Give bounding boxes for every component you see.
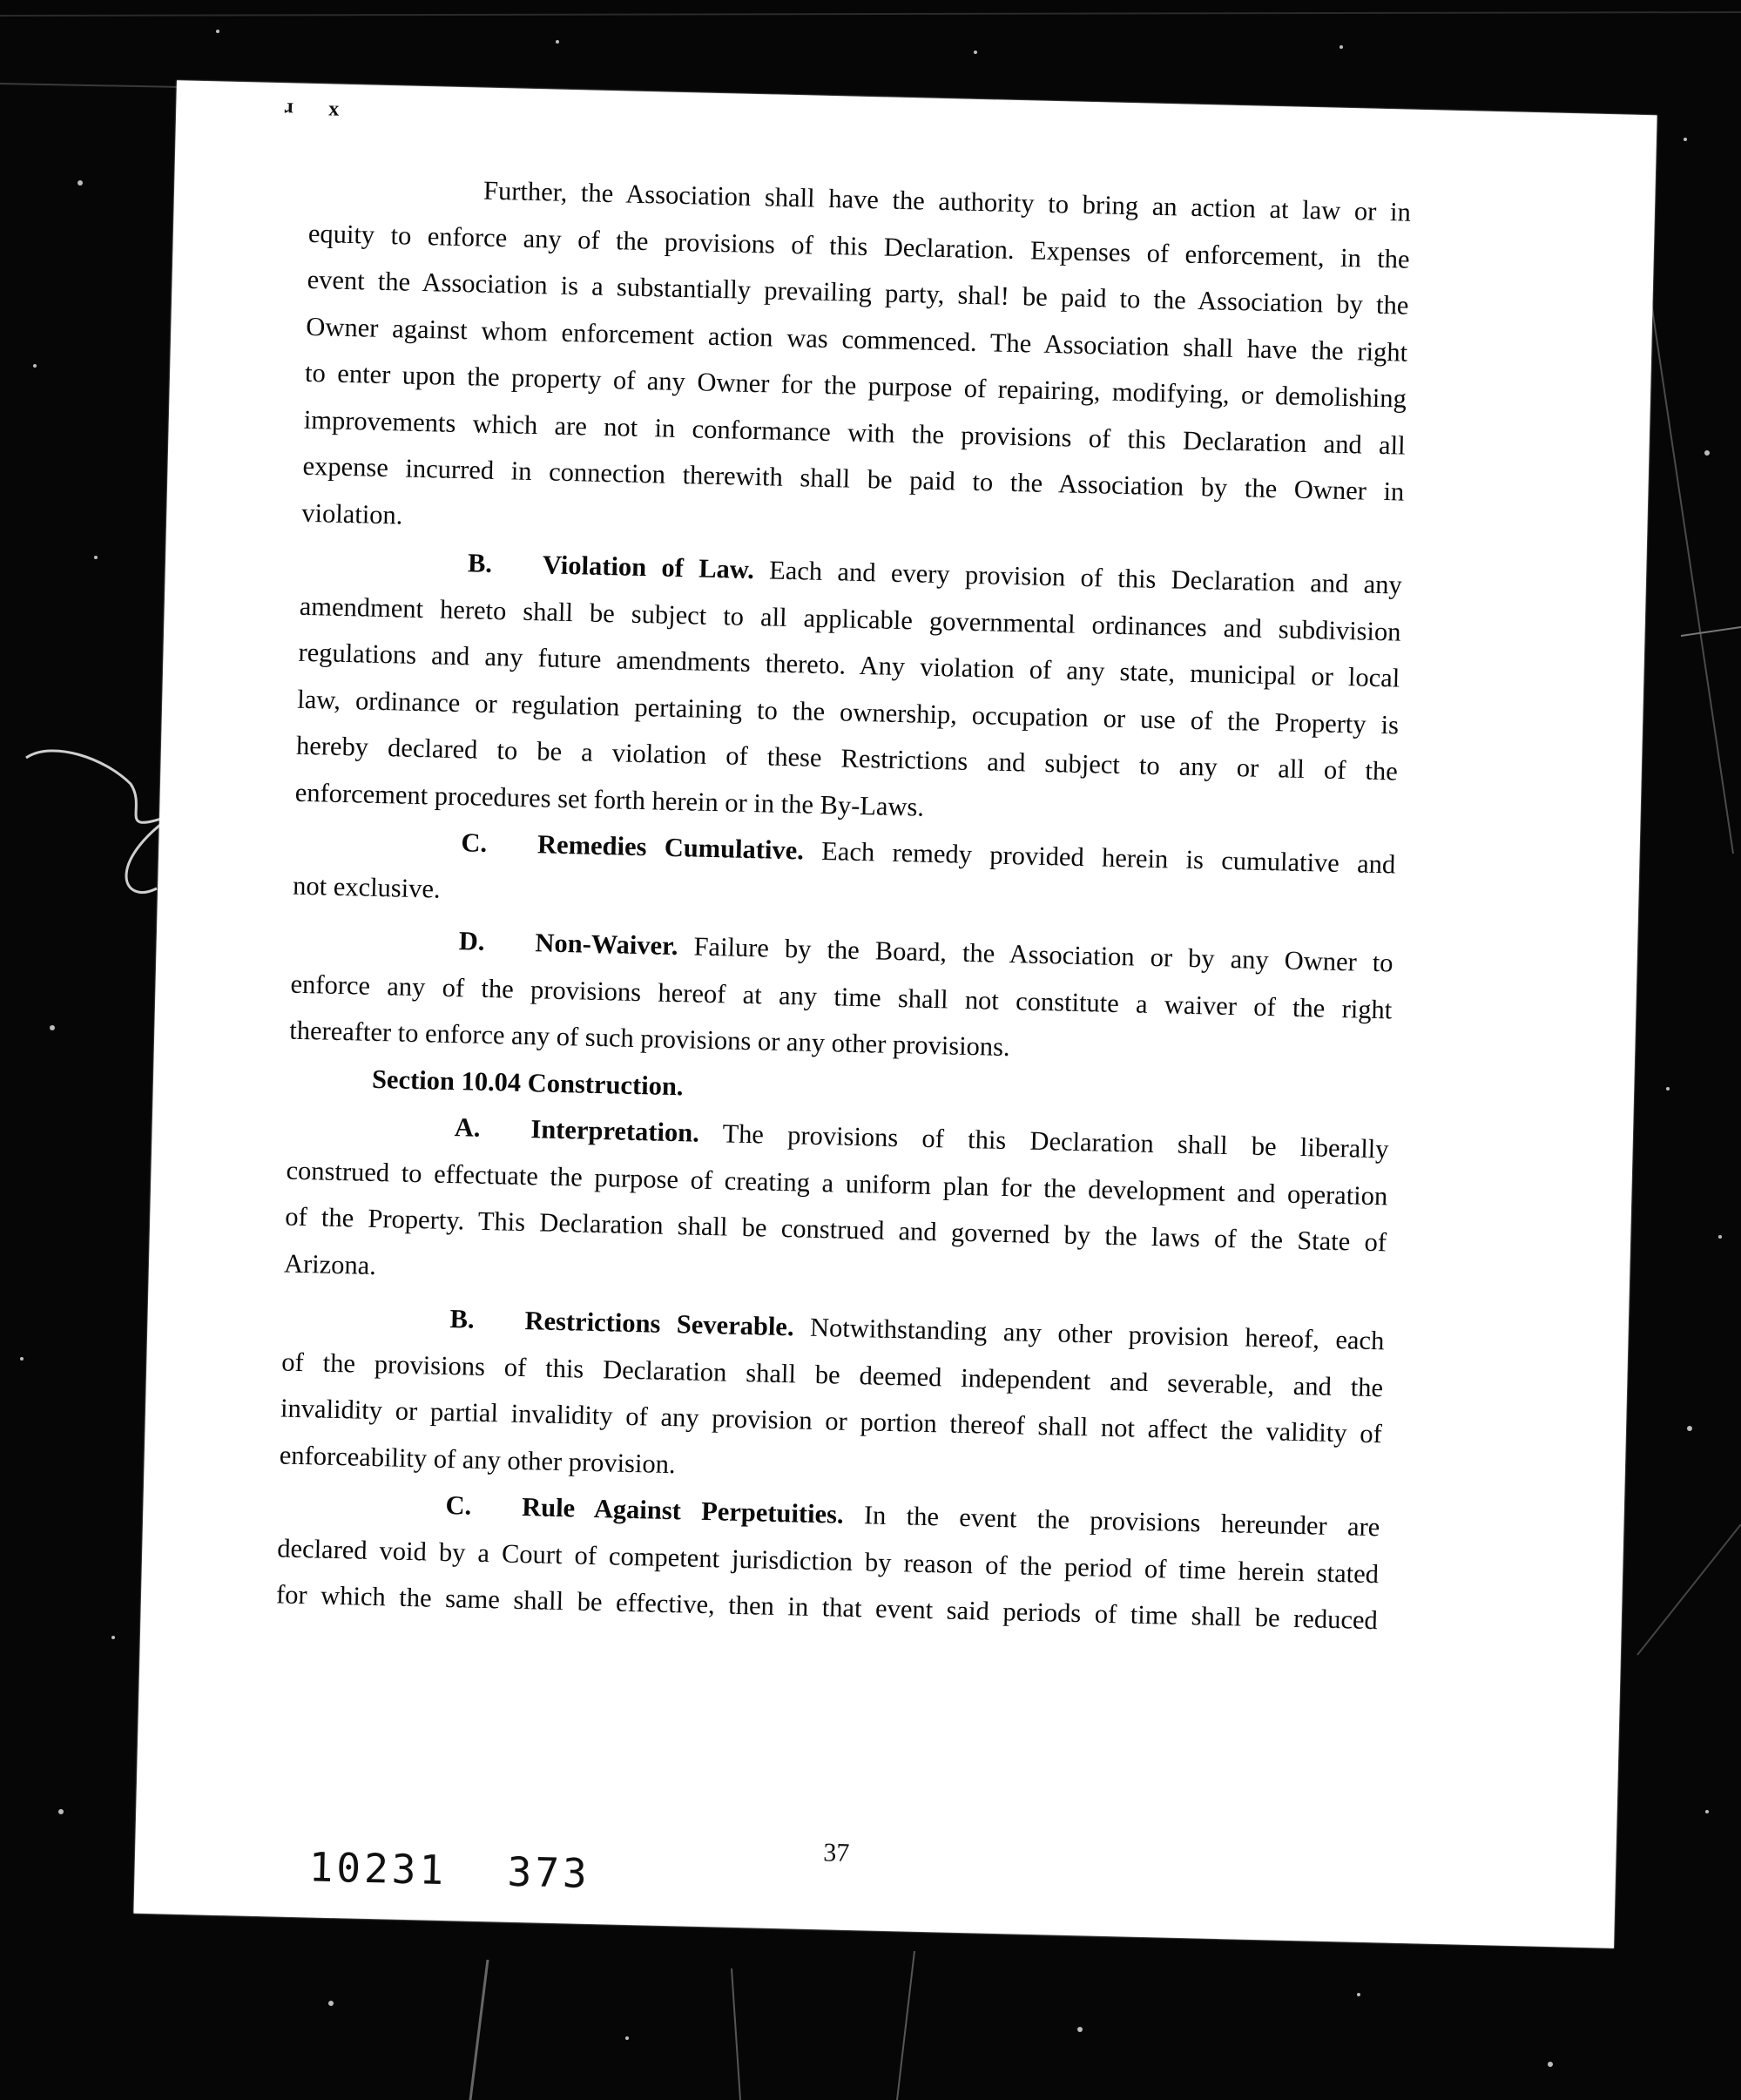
item-d-nonwaiver-line-3: thereafter to enforce any of such provisions or any other provisions.	[288, 1015, 1011, 1063]
paragraph-1-line-3: event the Association is a substantially prevailing party, shal! be paid to the Association by the	[307, 264, 1409, 321]
item-letter: D.	[458, 926, 485, 956]
paragraph-1-line-1: Further, the Association shall have the authority to bring an action at law or in	[482, 175, 1412, 227]
item-heading: Violation of Law.	[542, 550, 755, 585]
item-first-text: Failure by the Board, the Association or by any Owner to	[693, 931, 1393, 978]
paragraph-1-line-7: expense incurred in connection therewith shall be paid to the Association by the Owner in	[302, 450, 1405, 507]
item-c-perpetuities-line-2: declared void by a Court of competent jurisdiction by reason of the period of time herein stated	[276, 1532, 1380, 1589]
item-letter: A.	[454, 1112, 481, 1143]
page-number: 37	[822, 1838, 850, 1868]
item-first-text: Each and every provision of this Declaration and any	[768, 555, 1403, 600]
paragraph-1-line-6: improvements which are not in conformance with the provisions of this Declaration and all	[303, 404, 1406, 461]
item-first-text: Notwithstanding any other provision hereof, each	[809, 1312, 1385, 1356]
item-first-text: In the event the provisions hereunder are	[863, 1500, 1380, 1543]
paragraph-1-line-8: violation.	[300, 497, 403, 530]
item-b-violation-line-6: enforcement procedures set forth herein or in the By-Laws.	[294, 777, 925, 822]
recording-stamp-book: 10231	[308, 1843, 448, 1894]
item-b-violation-line-4: law, ordinance or regulation pertaining to the ownership, occupation or use of the Property is	[296, 684, 1400, 740]
paragraph-1-line-2: equity to enforce any of the provisions of this Declaration. Expenses of enforcement, in the	[307, 218, 1410, 274]
corner-mark-right: x	[327, 98, 340, 121]
paragraph-1-line-4: Owner against whom enforcement action was commenced. The Association shall have the right	[306, 311, 1408, 368]
item-heading: Non-Waiver.	[535, 928, 678, 962]
item-letter: B.	[467, 548, 493, 578]
item-a-interpretation-line-4: Arizona.	[283, 1248, 377, 1280]
item-a-interpretation-line-2: construed to effectuate the purpose of creating a uniform plan for the development and operation	[286, 1155, 1388, 1211]
item-first-text: The provisions of this Declaration shall be liberally	[722, 1118, 1389, 1165]
item-letter: C.	[461, 827, 488, 858]
item-c-remedies-line-2: not exclusive.	[292, 870, 442, 904]
item-heading: Restrictions Severable.	[524, 1306, 794, 1342]
item-b-violation-line-2: amendment hereto shall be subject to all applicable governmental ordinances and subdivision	[299, 591, 1401, 647]
item-a-interpretation-line-3: of the Property. This Declaration shall be construed and governed by the laws of the State of	[284, 1201, 1387, 1258]
item-b-severable-line-4: enforceability of any other provision.	[279, 1439, 676, 1479]
item-d-nonwaiver-line-2: enforce any of the provisions hereof at any time shall not constitute a waiver of the right	[290, 969, 1393, 1024]
item-heading: Remedies Cumulative.	[536, 829, 805, 866]
item-b-violation-line-3: regulations and any future amendments thereto. Any violation of any state, municipal or local	[298, 637, 1400, 693]
recording-stamp-page: 373	[507, 1847, 591, 1898]
item-letter: C.	[445, 1489, 472, 1521]
document-page	[133, 80, 1657, 1948]
paragraph-1-line-5: to enter upon the property of any Owner for the purpose of repairing, modifying, or demolishing	[304, 357, 1407, 414]
section-heading: Section 10.04 Construction.	[371, 1064, 684, 1101]
item-b-violation-line-5: hereby declared to be a violation of these Restrictions and subject to any or all of the	[295, 730, 1399, 787]
item-heading: Rule Against Perpetuities.	[521, 1492, 845, 1529]
corner-mark-left: ɹ	[284, 95, 294, 118]
item-heading: Interpretation.	[530, 1114, 700, 1148]
item-letter: B.	[449, 1304, 475, 1334]
document-body	[275, 164, 1411, 1644]
item-c-perpetuities-line-3: for which the same shall be effective, then in that event said periods of time shall be reduced	[275, 1579, 1379, 1636]
item-first-text: Each remedy provided herein is cumulative and	[820, 835, 1396, 880]
item-b-severable-line-3: invalidity or partial invalidity of any provision or portion thereof shall not affect the validity of	[280, 1393, 1383, 1449]
item-b-severable-line-2: of the provisions of this Declaration shall be deemed independent and severable, and the	[281, 1347, 1384, 1402]
